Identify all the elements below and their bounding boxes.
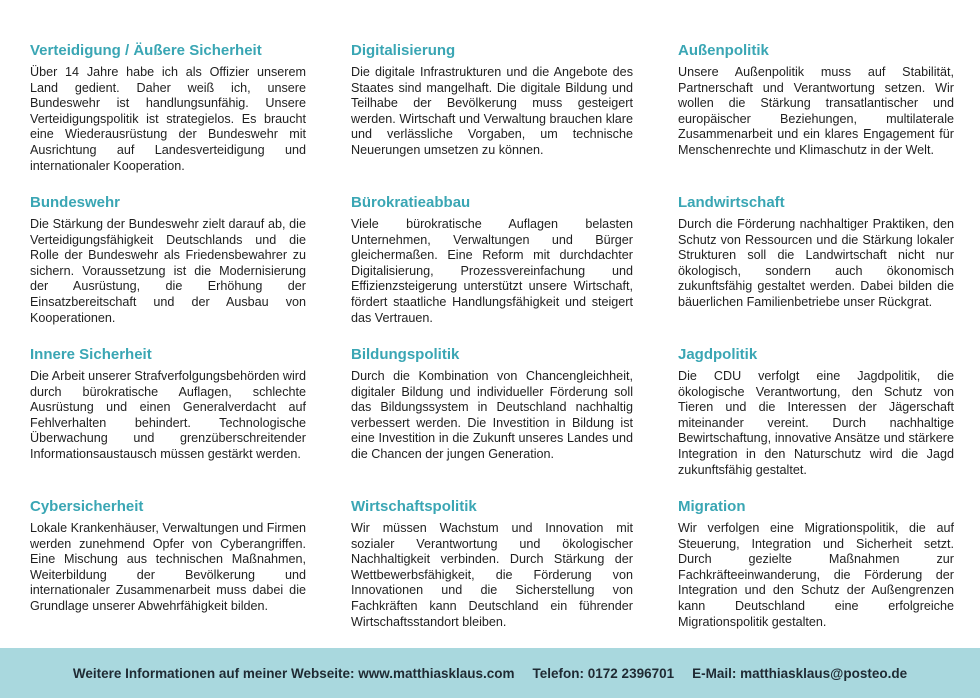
section-aussenpolitik — [678, 41, 954, 193]
section-wirtschaftspolitik — [351, 497, 633, 649]
section-title: Außenpolitik — [678, 42, 769, 59]
section-text: Durch die Förderung nachhaltiger Praktiken, den Schutz von Ressourcen und die Stärkung lokaler Strukturen soll die Landwirtschaft nicht nur ökologisch, sondern auch ökonomisch zukunftsfähig gestaltet werden. Dabei bilden die bäuerlichen Familienbetriebe unser Rückgrat. — [678, 217, 954, 309]
section-title: Jagdpolitik — [678, 346, 758, 363]
section-cybersicherheit — [30, 497, 306, 649]
section-title: Bundeswehr — [30, 194, 121, 211]
section-migration — [678, 497, 954, 649]
section-text: Wir müssen Wachstum und Innovation mit sozialer Verantwortung und ökologischer Nachhaltigkeit verbinden. Durch Stärkung der Wettbewerbsfähigkeit, die Förderung von Innovationen und die Sicherstellung von Fachkräften kann Deutschland ein führender Wirtschaftsstandort bleiben. — [351, 521, 633, 629]
section-title: Cybersicherheit — [30, 498, 144, 515]
section-text: Lokale Krankenhäuser, Verwaltungen und Firmen werden zunehmend Opfer von Cyberangriffen. Eine Mischung aus technischen Maßnahmen, Weiterbildung der Bevölkerung und internationaler Zusammenarbeit muss dabei die Grundlage unserer Abwehrfähigkeit bilden. — [30, 521, 306, 613]
section-jagdpolitik — [678, 345, 954, 497]
section-title: Wirtschaftspolitik — [351, 498, 477, 515]
column-right — [678, 41, 954, 649]
section-bundeswehr — [30, 193, 306, 345]
section-title: Innere Sicherheit — [30, 346, 152, 363]
section-bildungspolitik — [351, 345, 633, 497]
column-middle — [351, 41, 633, 649]
section-title: Digitalisierung — [351, 42, 456, 59]
column-left — [30, 41, 306, 649]
footer-email[interactable]: E-Mail: matthiasklaus@posteo.de — [692, 665, 908, 681]
content-grid — [30, 41, 954, 641]
section-landwirtschaft — [678, 193, 954, 345]
section-text: Die Arbeit unserer Strafverfolgungsbehörden wird durch bürokratische Auflagen, schlechte Ausrüstung und einen Generalverdacht auf Fehlverhalten behindert. Technologische Überwachung und grenzüberschreitender Informationsaustausch müssen gestärkt werden. — [30, 369, 306, 461]
section-title: Bürokratieabbau — [351, 194, 471, 211]
section-text: Die Stärkung der Bundeswehr zielt darauf ab, die Verteidigungsfähigkeit Deutschlands und die Rolle der Bundeswehr als Friedensbewahrer zu sichern. Voraussetzung ist die Modernisierung der Ausrüstung, die Erhöhung der Einsatzbereitschaft und der Ausbau von Kooperationen. — [30, 217, 306, 325]
section-text: Viele bürokratische Auflagen belasten Unternehmen, Verwaltungen und Bürger gleichermaßen. Eine Reform mit durchdachter Digitalisierung, Prozessvereinfachung und Effizienzsteigerung unterstützt unsere Wirtschaft, fördert staatliche Handlungsfähigkeit und steigert das Vertrauen. — [351, 217, 633, 325]
section-title: Verteidigung / Äußere Sicherheit — [30, 42, 262, 59]
section-text: Durch die Kombination von Chancengleichheit, digitaler Bildung und individueller Förderung soll das Bildungssystem in Deutschland nachhaltig verbessert werden. Die Investition in Bildung ist eine Investition in die Zukunft unseres Landes und die Chancen der jungen Generation. — [351, 369, 633, 461]
section-buerokratieabbau — [351, 193, 633, 345]
section-title: Bildungspolitik — [351, 346, 460, 363]
section-text: Über 14 Jahre habe ich als Offizier unserem Land gedient. Daher weiß ich, unsere Bundeswehr ist handlungsunfähig. Unsere Verteidigungspolitik ist strategielos. Es braucht eine Wiederausrüstung der Bundeswehr mit Ausrichtung auf Landesverteidigung und internationaler Kooperation. — [30, 65, 306, 173]
section-text: Die digitale Infrastrukturen und die Angebote des Staates sind mangelhaft. Die digitale Bildung und Teilhabe der Bevölkerung muss gesteigert werden. Wirtschaft und Verwaltung brauchen klare und verlässliche Vorgaben, um technische Neuerungen umsetzen zu können. — [351, 65, 633, 157]
section-verteidigung — [30, 41, 306, 193]
section-text: Unsere Außenpolitik muss auf Stabilität, Partnerschaft und Verantwortung setzen. Wir wollen die Stärkung transatlantischer und europäischer Beziehungen, multilaterale Zusammenarbeit und ein klares Engagement für Menschenrechte und Klimaschutz in der Welt. — [678, 65, 954, 157]
section-title: Migration — [678, 498, 746, 515]
section-text: Die CDU verfolgt eine Jagdpolitik, die ökologische Verantwortung, den Schutz von Tieren und die Interessen der Jägerschaft miteinander vereint. Durch nachhaltige Bewirtschaftung, innovative Ansätze und stärkere Integration in den Naturschutz wird die Jagd zukunftsfähig gestaltet. — [678, 369, 954, 477]
section-title: Landwirtschaft — [678, 194, 785, 211]
footer-bar — [0, 648, 980, 698]
footer-phone[interactable]: Telefon: 0172 2396701 — [532, 665, 675, 681]
section-digitalisierung — [351, 41, 633, 193]
section-innere-sicherheit — [30, 345, 306, 497]
section-text: Wir verfolgen eine Migrationspolitik, die auf Steuerung, Integration und Sicherheit setzt. Durch gezielte Maßnahmen zur Fachkräfteeinwanderung, die Förderung der Integration und den Schutz der Außengrenzen kann Deutschland eine erfolgreiche Migrationspolitik gestalten. — [678, 521, 954, 629]
footer-website[interactable]: Weitere Informationen auf meiner Webseite: www.matthiasklaus.com — [72, 665, 515, 681]
